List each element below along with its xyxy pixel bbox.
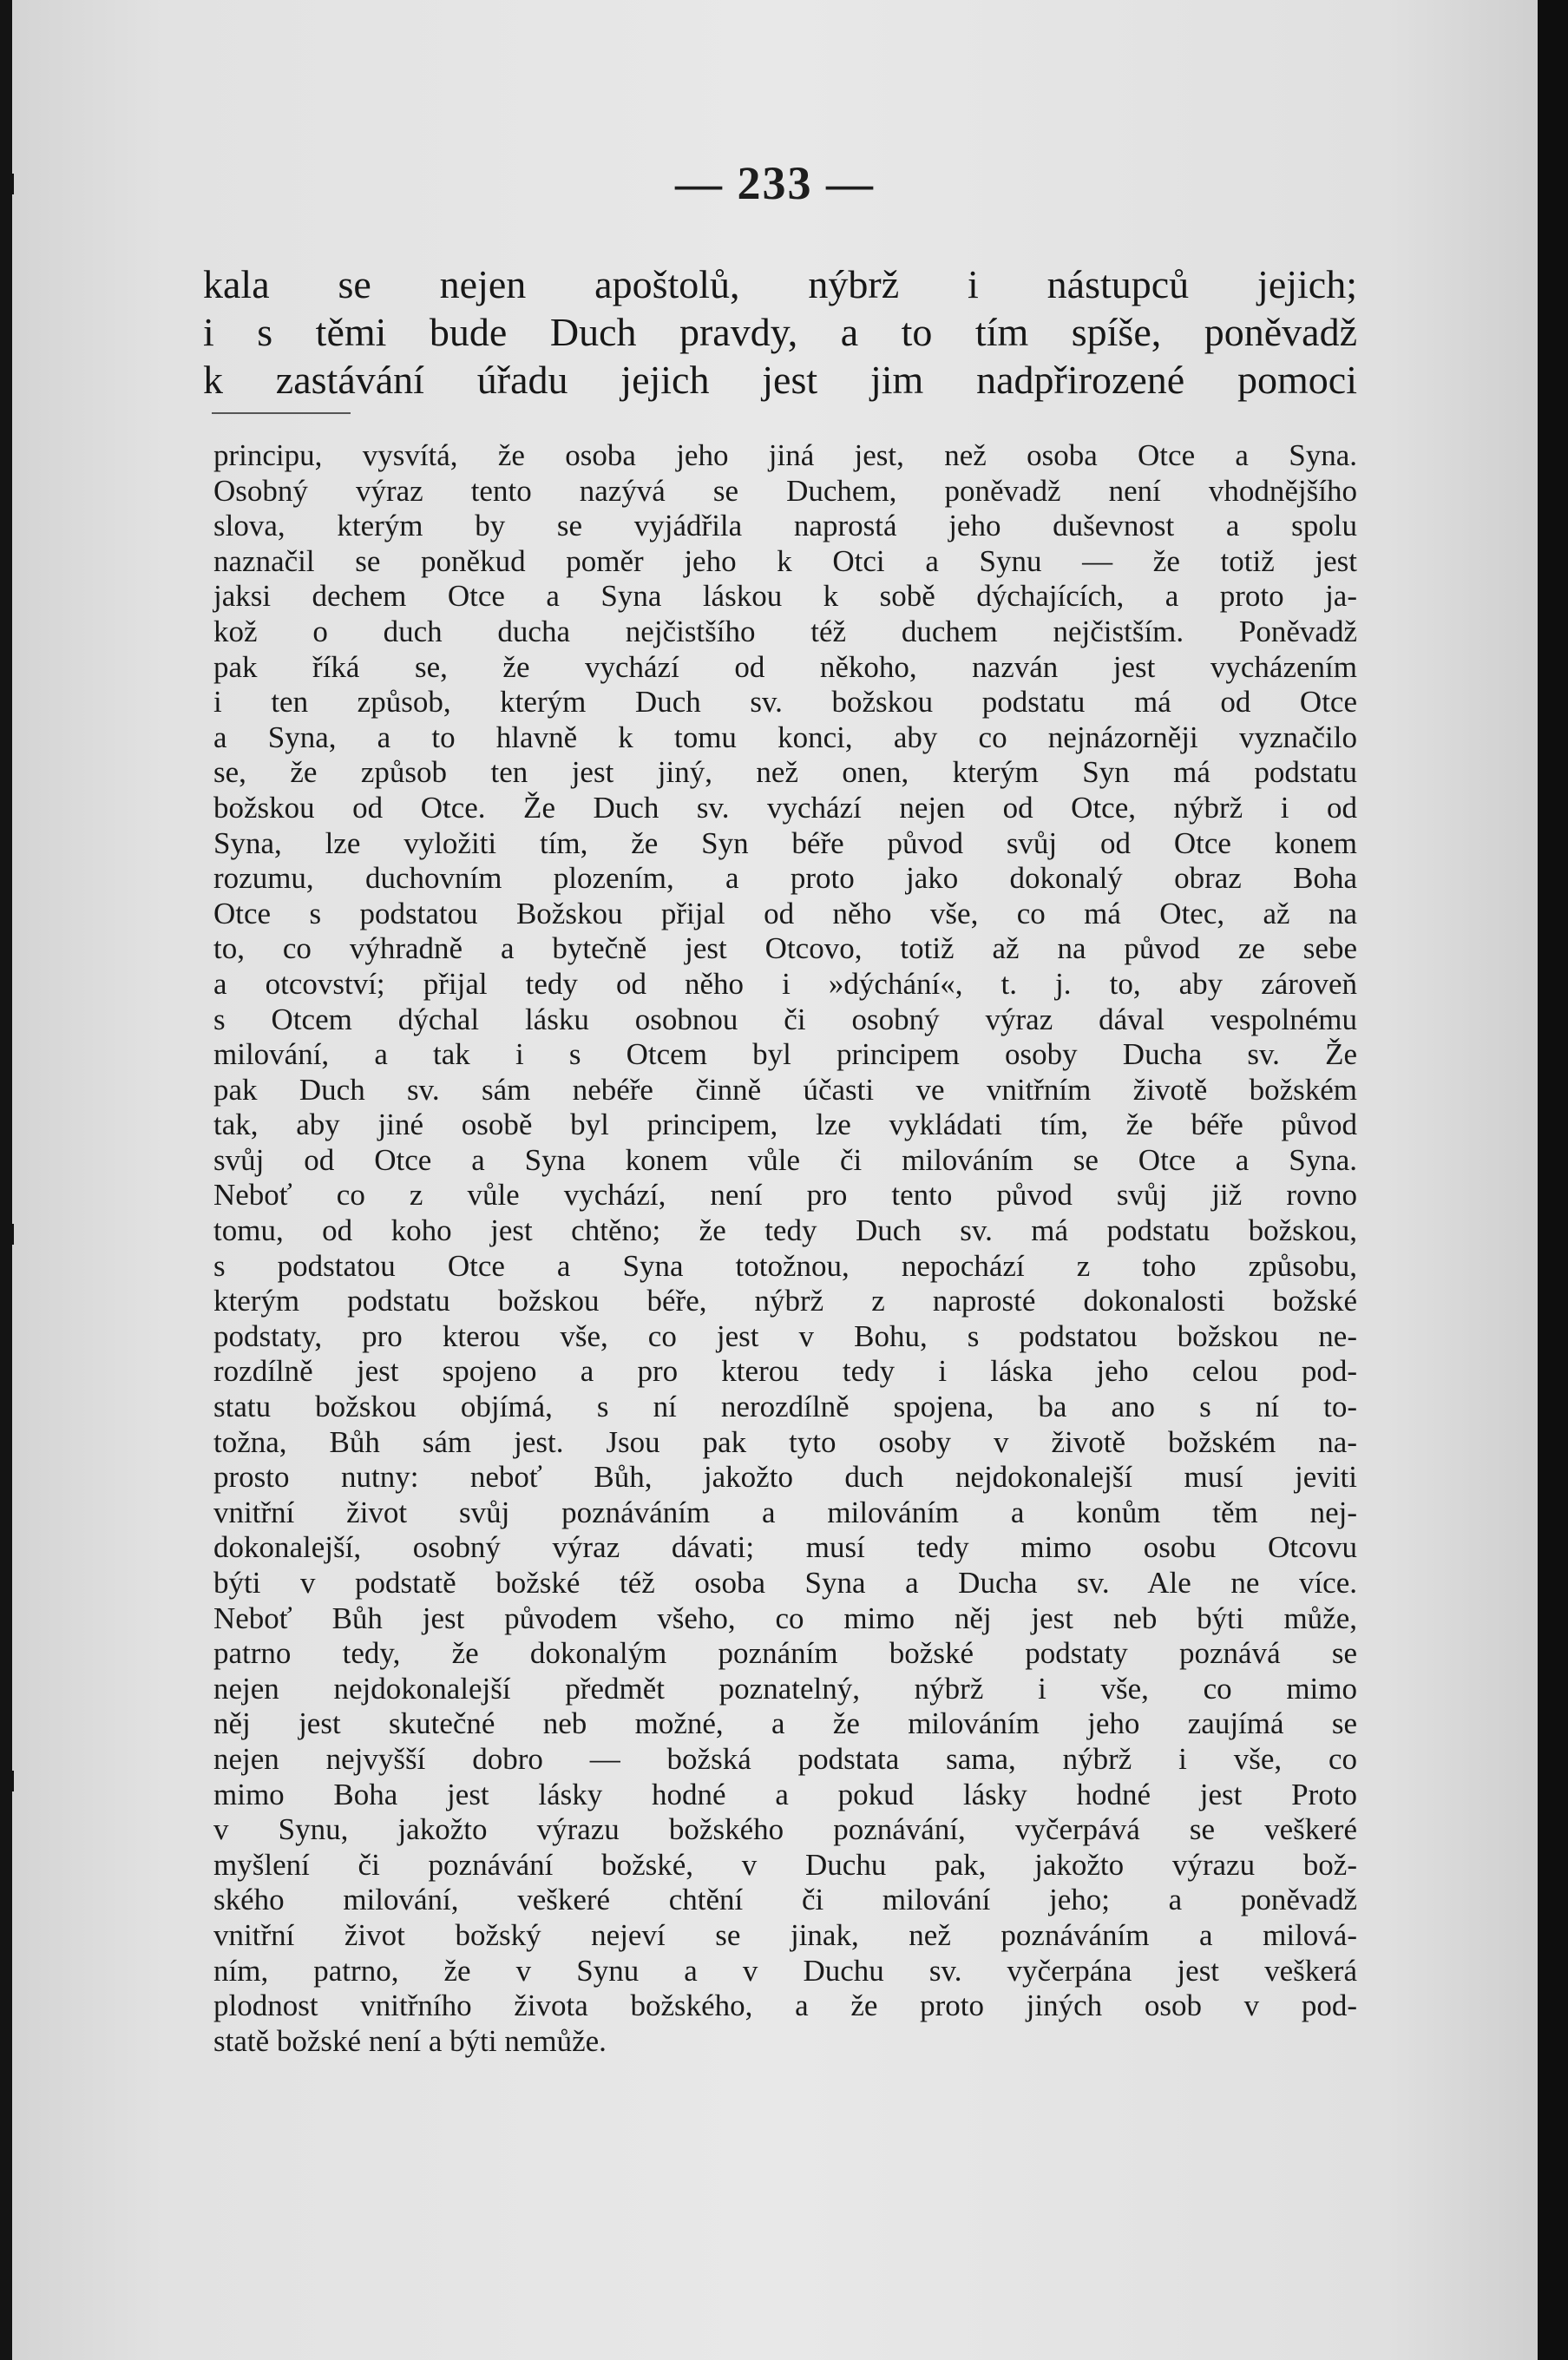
text-line: v Synu, jakožto výrazu božského poznávání, vyčerpává se veškeré	[213, 1812, 1357, 1847]
text-line: vnitřní život božský nejeví se jinak, než poznáváním a milová-	[213, 1917, 1357, 1952]
text-line: tak, aby jiné osobě byl principem, lze vykládati tím, že béře původ	[213, 1108, 1357, 1142]
text-line: patrno tedy, že dokonalým poznáním božské podstaty poznává se	[213, 1636, 1357, 1671]
text-line: pak Duch sv. sám nebéře činně účasti ve vnitřním životě božském	[213, 1072, 1357, 1107]
text-line: božskou od Otce. Že Duch sv. vychází nejen od Otce, nýbrž i od	[213, 790, 1357, 825]
text-line: principu, vysvítá, že osoba jeho jiná jest, než osoba Otce a Syna.	[213, 438, 1357, 472]
scan-margin-mark	[3, 1224, 14, 1245]
text-line: Syna, lze vyložiti tím, že Syn béře původ svůj od Otce konem	[213, 825, 1357, 860]
text-line: kala se nejen apoštolů, nýbrž i nástupců jejich;	[203, 262, 1357, 306]
text-line: i s těmi bude Duch pravdy, a to tím spíše, poněvadž	[203, 310, 1357, 354]
text-line: myšlení či poznávání božské, v Duchu pak, jakožto výrazu bož-	[213, 1847, 1357, 1882]
scan-margin-mark	[3, 1771, 14, 1791]
text-line: podstaty, pro kterou vše, co jest v Bohu, s podstatou božskou ne-	[213, 1318, 1357, 1353]
scan-border	[1538, 0, 1568, 2360]
text-line: něj jest skutečné neb možné, a že milováním jeho zaujímá se	[213, 1706, 1357, 1741]
text-line: rozumu, duchovním plozením, a proto jako dokonalý obraz Boha	[213, 861, 1357, 896]
text-line: Neboť co z vůle vychází, není pro tento původ svůj již rovno	[213, 1178, 1357, 1213]
page-number: — 233 —	[675, 157, 875, 209]
text-line: a Syna, a to hlavně k tomu konci, aby co nejnázorněji vyznačilo	[213, 720, 1357, 754]
text-line: i ten způsob, kterým Duch sv. božskou podstatu má od Otce	[213, 685, 1357, 720]
text-line: kterým podstatu božskou béře, nýbrž z naprosté dokonalosti božské	[213, 1284, 1357, 1318]
text-line: býti v podstatě božské též osoba Syna a Ducha sv. Ale ne více.	[213, 1566, 1357, 1600]
text-line: k zastávání úřadu jejich jest jim nadpřirozené pomoci	[203, 358, 1357, 402]
main-text	[203, 260, 1357, 404]
footnote-divider	[212, 412, 351, 414]
text-line: dokonalejší, osobný výraz dávati; musí tedy mimo osobu Otcovu	[213, 1530, 1357, 1565]
text-line: ním, patrno, že v Synu a v Duchu sv. vyčerpána jest veškerá	[213, 1953, 1357, 1988]
text-line: svůj od Otce a Syna konem vůle či milováním se Otce a Syna.	[213, 1142, 1357, 1177]
text-line: a otcovství; přijal tedy od něho i »dýchání«, t. j. to, aby zároveň	[213, 966, 1357, 1001]
text-line: Otce s podstatou Božskou přijal od něho vše, co má Otec, až na	[213, 896, 1357, 930]
text-line: naznačil se poněkud poměr jeho k Otci a Synu — že totiž jest	[213, 543, 1357, 578]
text-line: prosto nutny: neboť Bůh, jakožto duch nejdokonalejší musí jeviti	[213, 1460, 1357, 1495]
text-line: pak říká se, že vychází od někoho, nazván jest vycházením	[213, 649, 1357, 684]
text-line: tožna, Bůh sám jest. Jsou pak tyto osoby v životě božském na-	[213, 1424, 1357, 1459]
text-line: slova, kterým by se vyjádřila naprostá jeho duševnost a spolu	[213, 509, 1357, 543]
text-line: se, že způsob ten jest jiný, než onen, kterým Syn má podstatu	[213, 755, 1357, 790]
scanned-page	[12, 0, 1538, 2360]
text-line: ského milování, veškeré chtění či milování jeho; a poněvadž	[213, 1883, 1357, 1917]
text-line: Osobný výraz tento nazývá se Duchem, poněvadž není vhodnějšího	[213, 473, 1357, 508]
text-line: to, co výhradně a bytečně jest Otcovo, totiž až na původ ze sebe	[213, 931, 1357, 966]
text-line: s podstatou Otce a Syna totožnou, nepochází z toho způsobu,	[213, 1248, 1357, 1283]
text-line: mimo Boha jest lásky hodné a pokud lásky hodné jest Proto	[213, 1777, 1357, 1811]
text-line: vnitřní život svůj poznáváním a milováním a konům těm nej-	[213, 1495, 1357, 1529]
text-line: statu božskou objímá, s ní nerozdílně spojena, ba ano s ní to-	[213, 1390, 1357, 1424]
text-line: rozdílně jest spojeno a pro kterou tedy i láska jeho celou pod-	[213, 1354, 1357, 1389]
text-line: s Otcem dýchal lásku osobnou či osobný výraz dával vespolnému	[213, 1002, 1357, 1036]
scan-margin-mark	[3, 174, 14, 194]
text-line: Neboť Bůh jest původem všeho, co mimo něj jest neb býti může,	[213, 1601, 1357, 1635]
text-line: kož o duch ducha nejčistšího též duchem nejčistším. Poněvadž	[213, 614, 1357, 648]
text-line: nejen nejdokonalejší předmět poznatelný, nýbrž i vše, co mimo	[213, 1671, 1357, 1706]
text-line: jaksi dechem Otce a Syna láskou k sobě dýchajících, a proto ja-	[213, 579, 1357, 614]
text-line: statě božské není a býti nemůže.	[213, 2023, 607, 2058]
text-line: nejen nejvyšší dobro — božská podstata sama, nýbrž i vše, co	[213, 1741, 1357, 1776]
text-line: tomu, od koho jest chtěno; že tedy Duch sv. má podstatu božskou,	[213, 1213, 1357, 1248]
text-line: plodnost vnitřního života božského, a že proto jiných osob v pod-	[213, 1989, 1357, 2023]
footnote-text	[213, 438, 1357, 2059]
text-line: milování, a tak i s Otcem byl principem osoby Ducha sv. Že	[213, 1037, 1357, 1072]
